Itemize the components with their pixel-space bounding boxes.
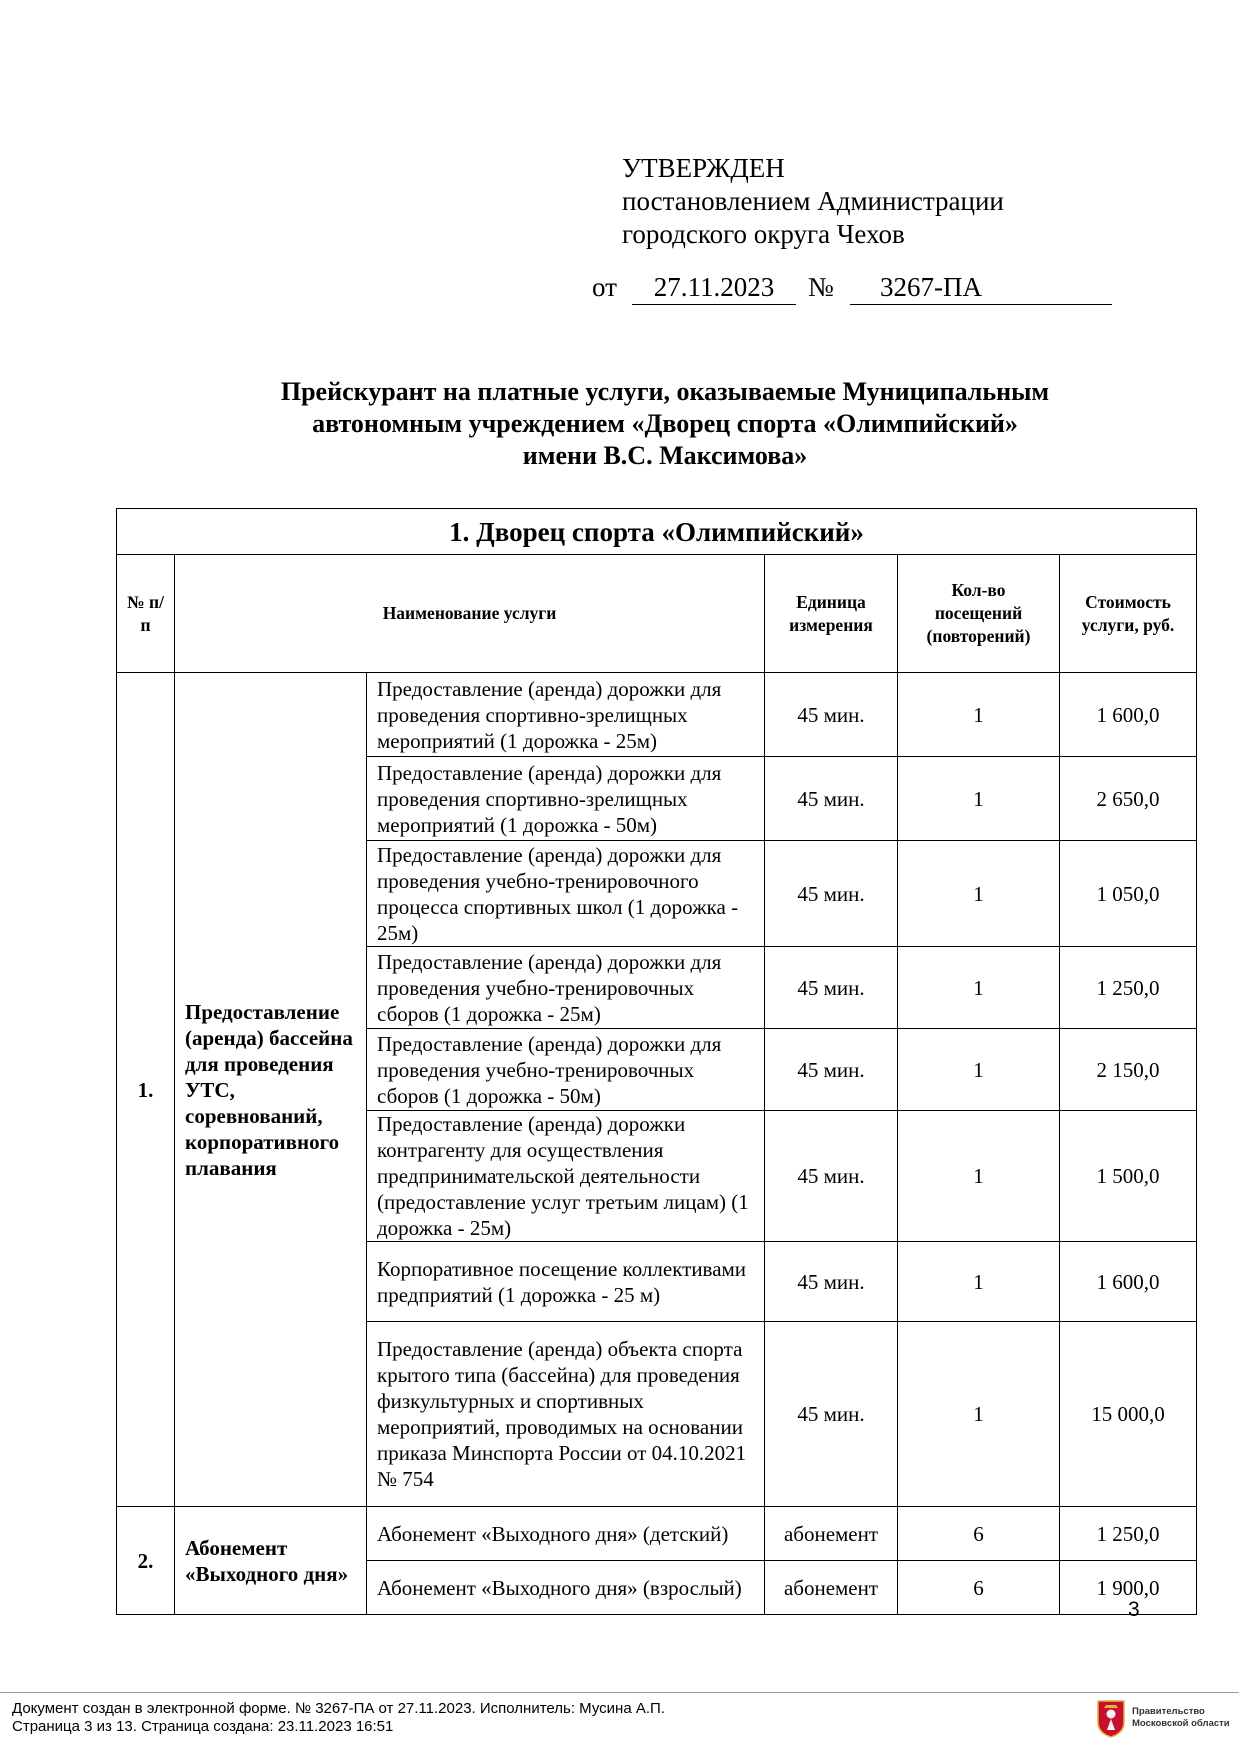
section-title-row xyxy=(117,509,1197,555)
footer xyxy=(12,1700,665,1736)
price-table xyxy=(116,508,1197,1615)
service-cost: 1 600,0 xyxy=(1060,673,1197,757)
footer-line-1: Документ создан в электронной форме. № 3267-ПА от 27.11.2023. Исполнитель: Мусина А.П. xyxy=(12,1700,665,1717)
service-unit: 45 мин. xyxy=(765,947,898,1029)
number-sign: № xyxy=(808,272,834,302)
group-number: 1. xyxy=(117,673,175,1507)
approval-line-2: постановлением Администрации xyxy=(622,186,1004,216)
service-cost: 1 900,0 xyxy=(1060,1561,1197,1615)
table-header-row xyxy=(117,555,1197,673)
service-cost: 15 000,0 xyxy=(1060,1322,1197,1507)
table-row xyxy=(117,1507,1197,1561)
approval-block xyxy=(622,152,1004,251)
title-line-2: автономным учреждением «Дворец спорта «Олимпийский» xyxy=(312,409,1018,438)
service-unit: 45 мин. xyxy=(765,1322,898,1507)
service-name: Предоставление (аренда) дорожки для проведения учебно-тренировочных сборов (1 дорожка - 50м) xyxy=(367,1029,765,1111)
header-num: № п/п xyxy=(117,555,175,673)
service-unit: абонемент xyxy=(765,1561,898,1615)
header-name: Наименование услуги xyxy=(175,555,765,673)
date-prefix: от xyxy=(592,272,617,302)
gov-label xyxy=(1132,1706,1230,1730)
service-unit: 45 мин. xyxy=(765,757,898,841)
service-name: Предоставление (аренда) дорожки для проведения учебно-тренировочных сборов (1 дорожка - 25м) xyxy=(367,947,765,1029)
service-visits: 1 xyxy=(898,947,1060,1029)
moscow-region-emblem-icon xyxy=(1097,1700,1125,1738)
document-title xyxy=(140,376,1190,472)
service-visits: 1 xyxy=(898,1322,1060,1507)
service-visits: 1 xyxy=(898,1242,1060,1322)
service-cost: 1 250,0 xyxy=(1060,1507,1197,1561)
service-name: Предоставление (аренда) дорожки для проведения учебно-тренировочного процесса спортивных школ (1 дорожка - 25м) xyxy=(367,841,765,947)
service-cost: 2 650,0 xyxy=(1060,757,1197,841)
group-name: Абонемент «Выходного дня» xyxy=(175,1507,367,1615)
service-cost: 1 500,0 xyxy=(1060,1111,1197,1242)
title-line-1: Прейскурант на платные услуги, оказываемые Муниципальным xyxy=(280,377,1050,406)
page-number: 3 xyxy=(1128,1598,1140,1621)
service-unit: 45 мин. xyxy=(765,1029,898,1111)
group-number: 2. xyxy=(117,1507,175,1615)
service-name: Абонемент «Выходного дня» (взрослый) xyxy=(367,1561,765,1615)
approval-line-3: городского округа Чехов xyxy=(622,219,905,249)
service-visits: 1 xyxy=(898,841,1060,947)
section-title: 1. Дворец спорта «Олимпийский» xyxy=(117,509,1197,555)
decree-number: 3267-ПА xyxy=(880,272,982,302)
header-visits: Кол-во посещений (повторений) xyxy=(898,555,1060,673)
service-name: Корпоративное посещение коллективами предприятий (1 дорожка - 25 м) xyxy=(367,1242,765,1322)
header-unit: Единица измерения xyxy=(765,555,898,673)
title-line-3: имени В.С. Максимова» xyxy=(522,441,808,470)
service-name: Предоставление (аренда) объекта спорта крытого типа (бассейна) для проведения физкультурных и спортивных мероприятий, проводимых на основании приказа Минспорта России от 04.10.2021 № 754 xyxy=(367,1322,765,1507)
service-cost: 1 050,0 xyxy=(1060,841,1197,947)
service-visits: 6 xyxy=(898,1507,1060,1561)
decree-number-field xyxy=(850,272,1112,305)
header-cost: Стоимость услуги, руб. xyxy=(1060,555,1197,673)
service-cost: 2 150,0 xyxy=(1060,1029,1197,1111)
service-unit: абонемент xyxy=(765,1507,898,1561)
service-visits: 1 xyxy=(898,1111,1060,1242)
service-unit: 45 мин. xyxy=(765,1242,898,1322)
service-visits: 1 xyxy=(898,673,1060,757)
service-name: Предоставление (аренда) дорожки контрагенту для осуществления предпринимательской деятельности (предоставление услуг третьим лицам) (1 дорожка - 25м) xyxy=(367,1111,765,1242)
service-visits: 1 xyxy=(898,757,1060,841)
approval-heading: УТВЕРЖДЕН xyxy=(622,153,785,183)
service-name: Абонемент «Выходного дня» (детский) xyxy=(367,1507,765,1561)
service-visits: 6 xyxy=(898,1561,1060,1615)
service-unit: 45 мин. xyxy=(765,1111,898,1242)
service-unit: 45 мин. xyxy=(765,841,898,947)
gov-label-line-1: Правительство xyxy=(1132,1706,1205,1717)
service-cost: 1 600,0 xyxy=(1060,1242,1197,1322)
table-row xyxy=(117,673,1197,757)
footer-line-2: Страница 3 из 13. Страница создана: 23.11.2023 16:51 xyxy=(12,1718,394,1735)
gov-label-line-2: Московской области xyxy=(1132,1718,1230,1729)
service-unit: 45 мин. xyxy=(765,673,898,757)
service-name: Предоставление (аренда) дорожки для проведения спортивно-зрелищных мероприятий (1 дорожка - 25м) xyxy=(367,673,765,757)
service-visits: 1 xyxy=(898,1029,1060,1111)
group-name: Предоставление (аренда) бассейна для проведения УТС, соревнований, корпоративного плавания xyxy=(175,673,367,1507)
decree-date: 27.11.2023 xyxy=(632,272,796,305)
service-name: Предоставление (аренда) дорожки для проведения спортивно-зрелищных мероприятий (1 дорожка - 50м) xyxy=(367,757,765,841)
service-cost: 1 250,0 xyxy=(1060,947,1197,1029)
footer-rule xyxy=(0,1692,1239,1693)
